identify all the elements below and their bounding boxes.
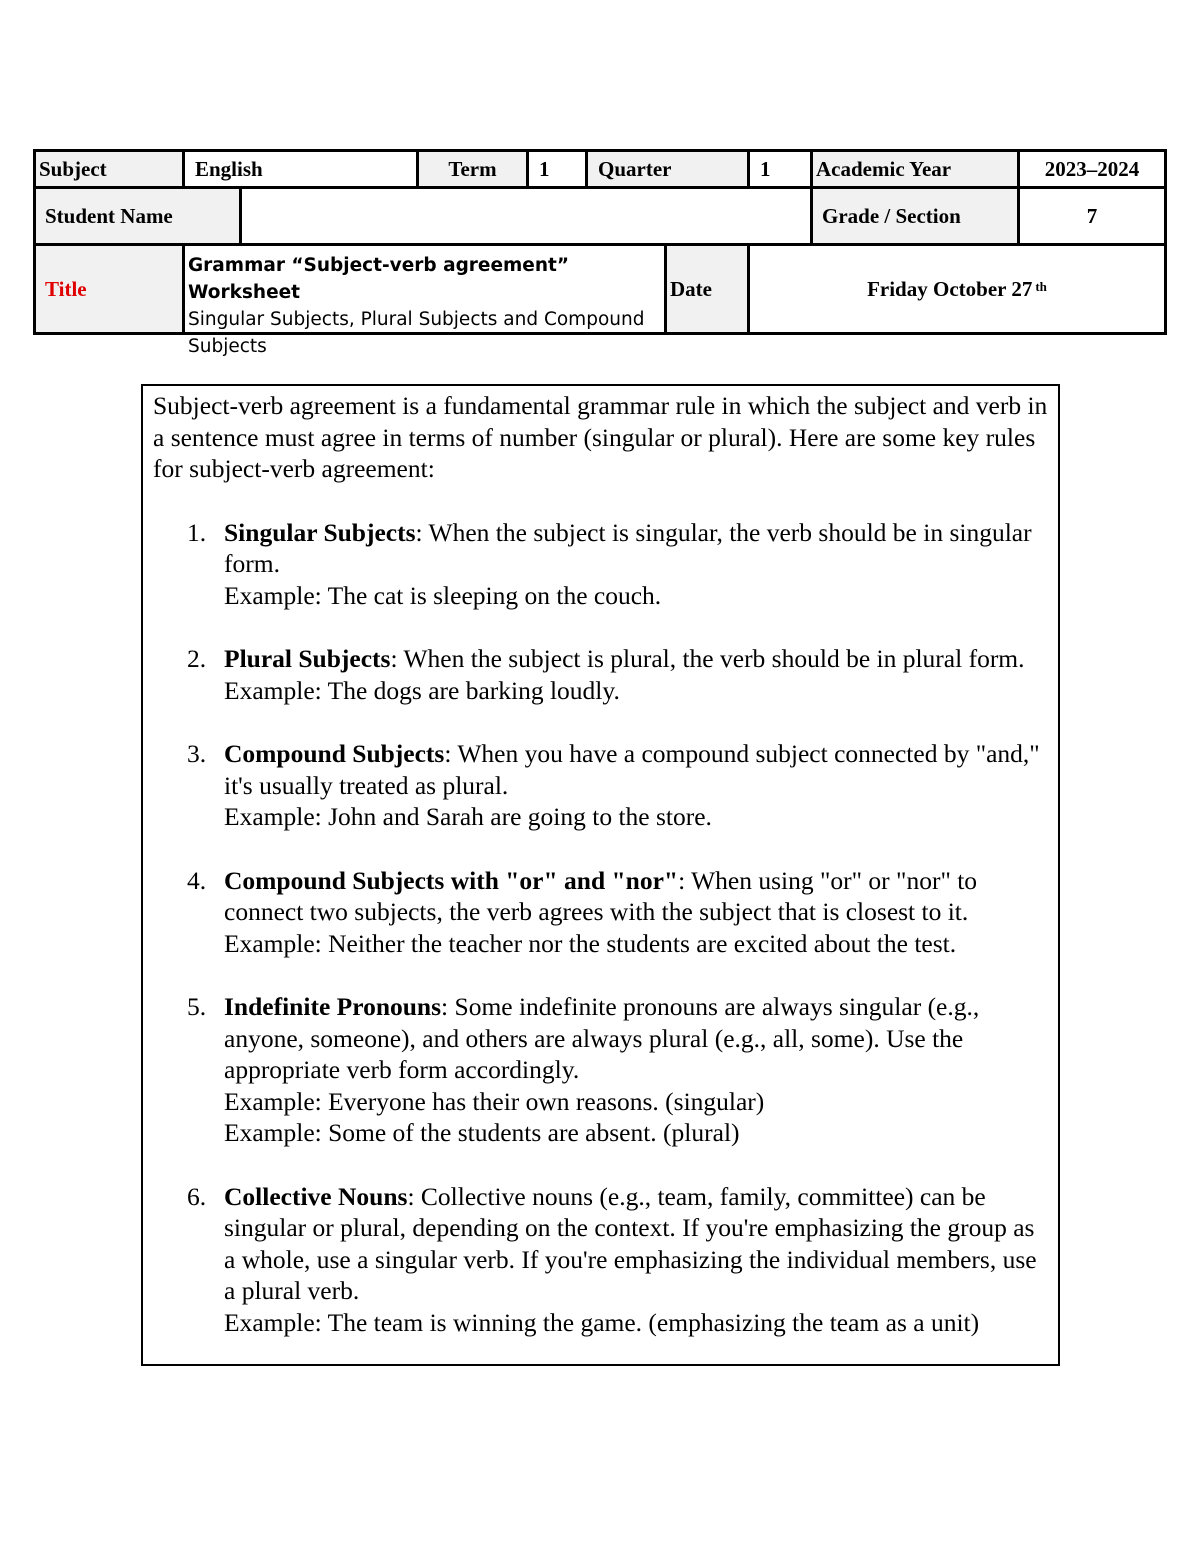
rule-number: 6. [187, 1181, 207, 1211]
rule-description: : When using "or" or "nor" to connect two subjects, the verb agrees with the subject that is closest to it. [224, 865, 978, 926]
subject-value: English [182, 152, 416, 186]
rule-item [153, 643, 1050, 706]
date-text: Friday October 27 [867, 276, 1033, 301]
rule-description: : Some indefinite pronouns are always singular (e.g., anyone, someone), and others are always plural (e.g., all, some). Use the appropriate verb form accordingly. [224, 992, 980, 1084]
student-name-label: Student Name [36, 186, 239, 243]
worksheet-header-table [33, 149, 1167, 357]
rule-item [153, 738, 1050, 833]
rule-example: Example: Everyone has their own reasons. (singular) [224, 1086, 765, 1116]
rule-item [153, 991, 1050, 1149]
quarter-label: Quarter [585, 152, 747, 186]
title-label: Title [36, 243, 182, 332]
rule-example: Example: The cat is sleeping on the couch. [224, 580, 662, 610]
rule-name: Plural Subjects [224, 644, 391, 673]
date-label: Date [664, 243, 747, 332]
date-value [747, 243, 1164, 332]
worksheet-title-main: Grammar “Subject-verb agreement” Worksheet [188, 255, 570, 303]
rules-list [153, 517, 1050, 1339]
rule-description: : Collective nouns (e.g., team, family, committee) can be singular or plural, depending on the context. If you're emphasizing the group as a whole, use a singular verb. If you're emphasizing the individual members, use a plural verb. [224, 1181, 1037, 1305]
grade-section-value: 7 [1017, 186, 1164, 243]
term-value: 1 [526, 152, 585, 186]
rule-example: Example: The team is winning the game. (emphasizing the team as a unit) [224, 1307, 980, 1337]
academic-year-label: Academic Year [810, 152, 1017, 186]
term-label: Term [416, 152, 526, 186]
rule-example: Example: The dogs are barking loudly. [224, 675, 620, 705]
rule-number: 3. [187, 739, 207, 768]
rule-name: Indefinite Pronouns [224, 992, 442, 1021]
rule-description: : When the subject is plural, the verb should be in plural form. [390, 644, 1025, 673]
academic-year-value: 2023–2024 [1017, 152, 1164, 186]
rule-item [153, 865, 1050, 960]
rule-number: 4. [187, 865, 207, 895]
date-suffix: th [1035, 279, 1047, 294]
rule-description: : When you have a compound subject connected by "and," it's usually treated as plural. [224, 739, 1040, 800]
rule-description: : When the subject is singular, the verb should be in singular form. [224, 517, 1032, 578]
rule-example: Example: Neither the teacher nor the students are excited about the test. [224, 928, 957, 958]
student-name-field [239, 186, 810, 243]
rule-number: 5. [187, 992, 207, 1021]
rule-example: Example: Some of the students are absent. (plural) [224, 1118, 740, 1147]
intro-paragraph: Subject-verb agreement is a fundamental grammar rule in which the subject and verb in a sentence must agree in terms of number (singular or plural). Here are some key rules for subject-verb agreement: [153, 391, 1048, 483]
rule-name: Compound Subjects with "or" and "nor" [224, 865, 679, 895]
rule-name: Collective Nouns [224, 1181, 408, 1211]
rules-content-box [141, 384, 1060, 1366]
worksheet-title [182, 243, 664, 357]
rule-example: Example: John and Sarah are going to the store. [224, 802, 712, 831]
rule-item [153, 1181, 1050, 1339]
rule-number: 2. [187, 644, 207, 673]
grade-section-label: Grade / Section [810, 186, 1017, 243]
rule-item [153, 517, 1050, 612]
subject-label: Subject [36, 152, 182, 186]
rule-name: Singular Subjects [224, 517, 416, 547]
rule-name: Compound Subjects [224, 739, 445, 768]
quarter-value: 1 [747, 152, 810, 186]
rule-number: 1. [187, 517, 207, 547]
worksheet-title-subtitle: Singular Subjects, Plural Subjects and Compound Subjects [188, 309, 645, 357]
